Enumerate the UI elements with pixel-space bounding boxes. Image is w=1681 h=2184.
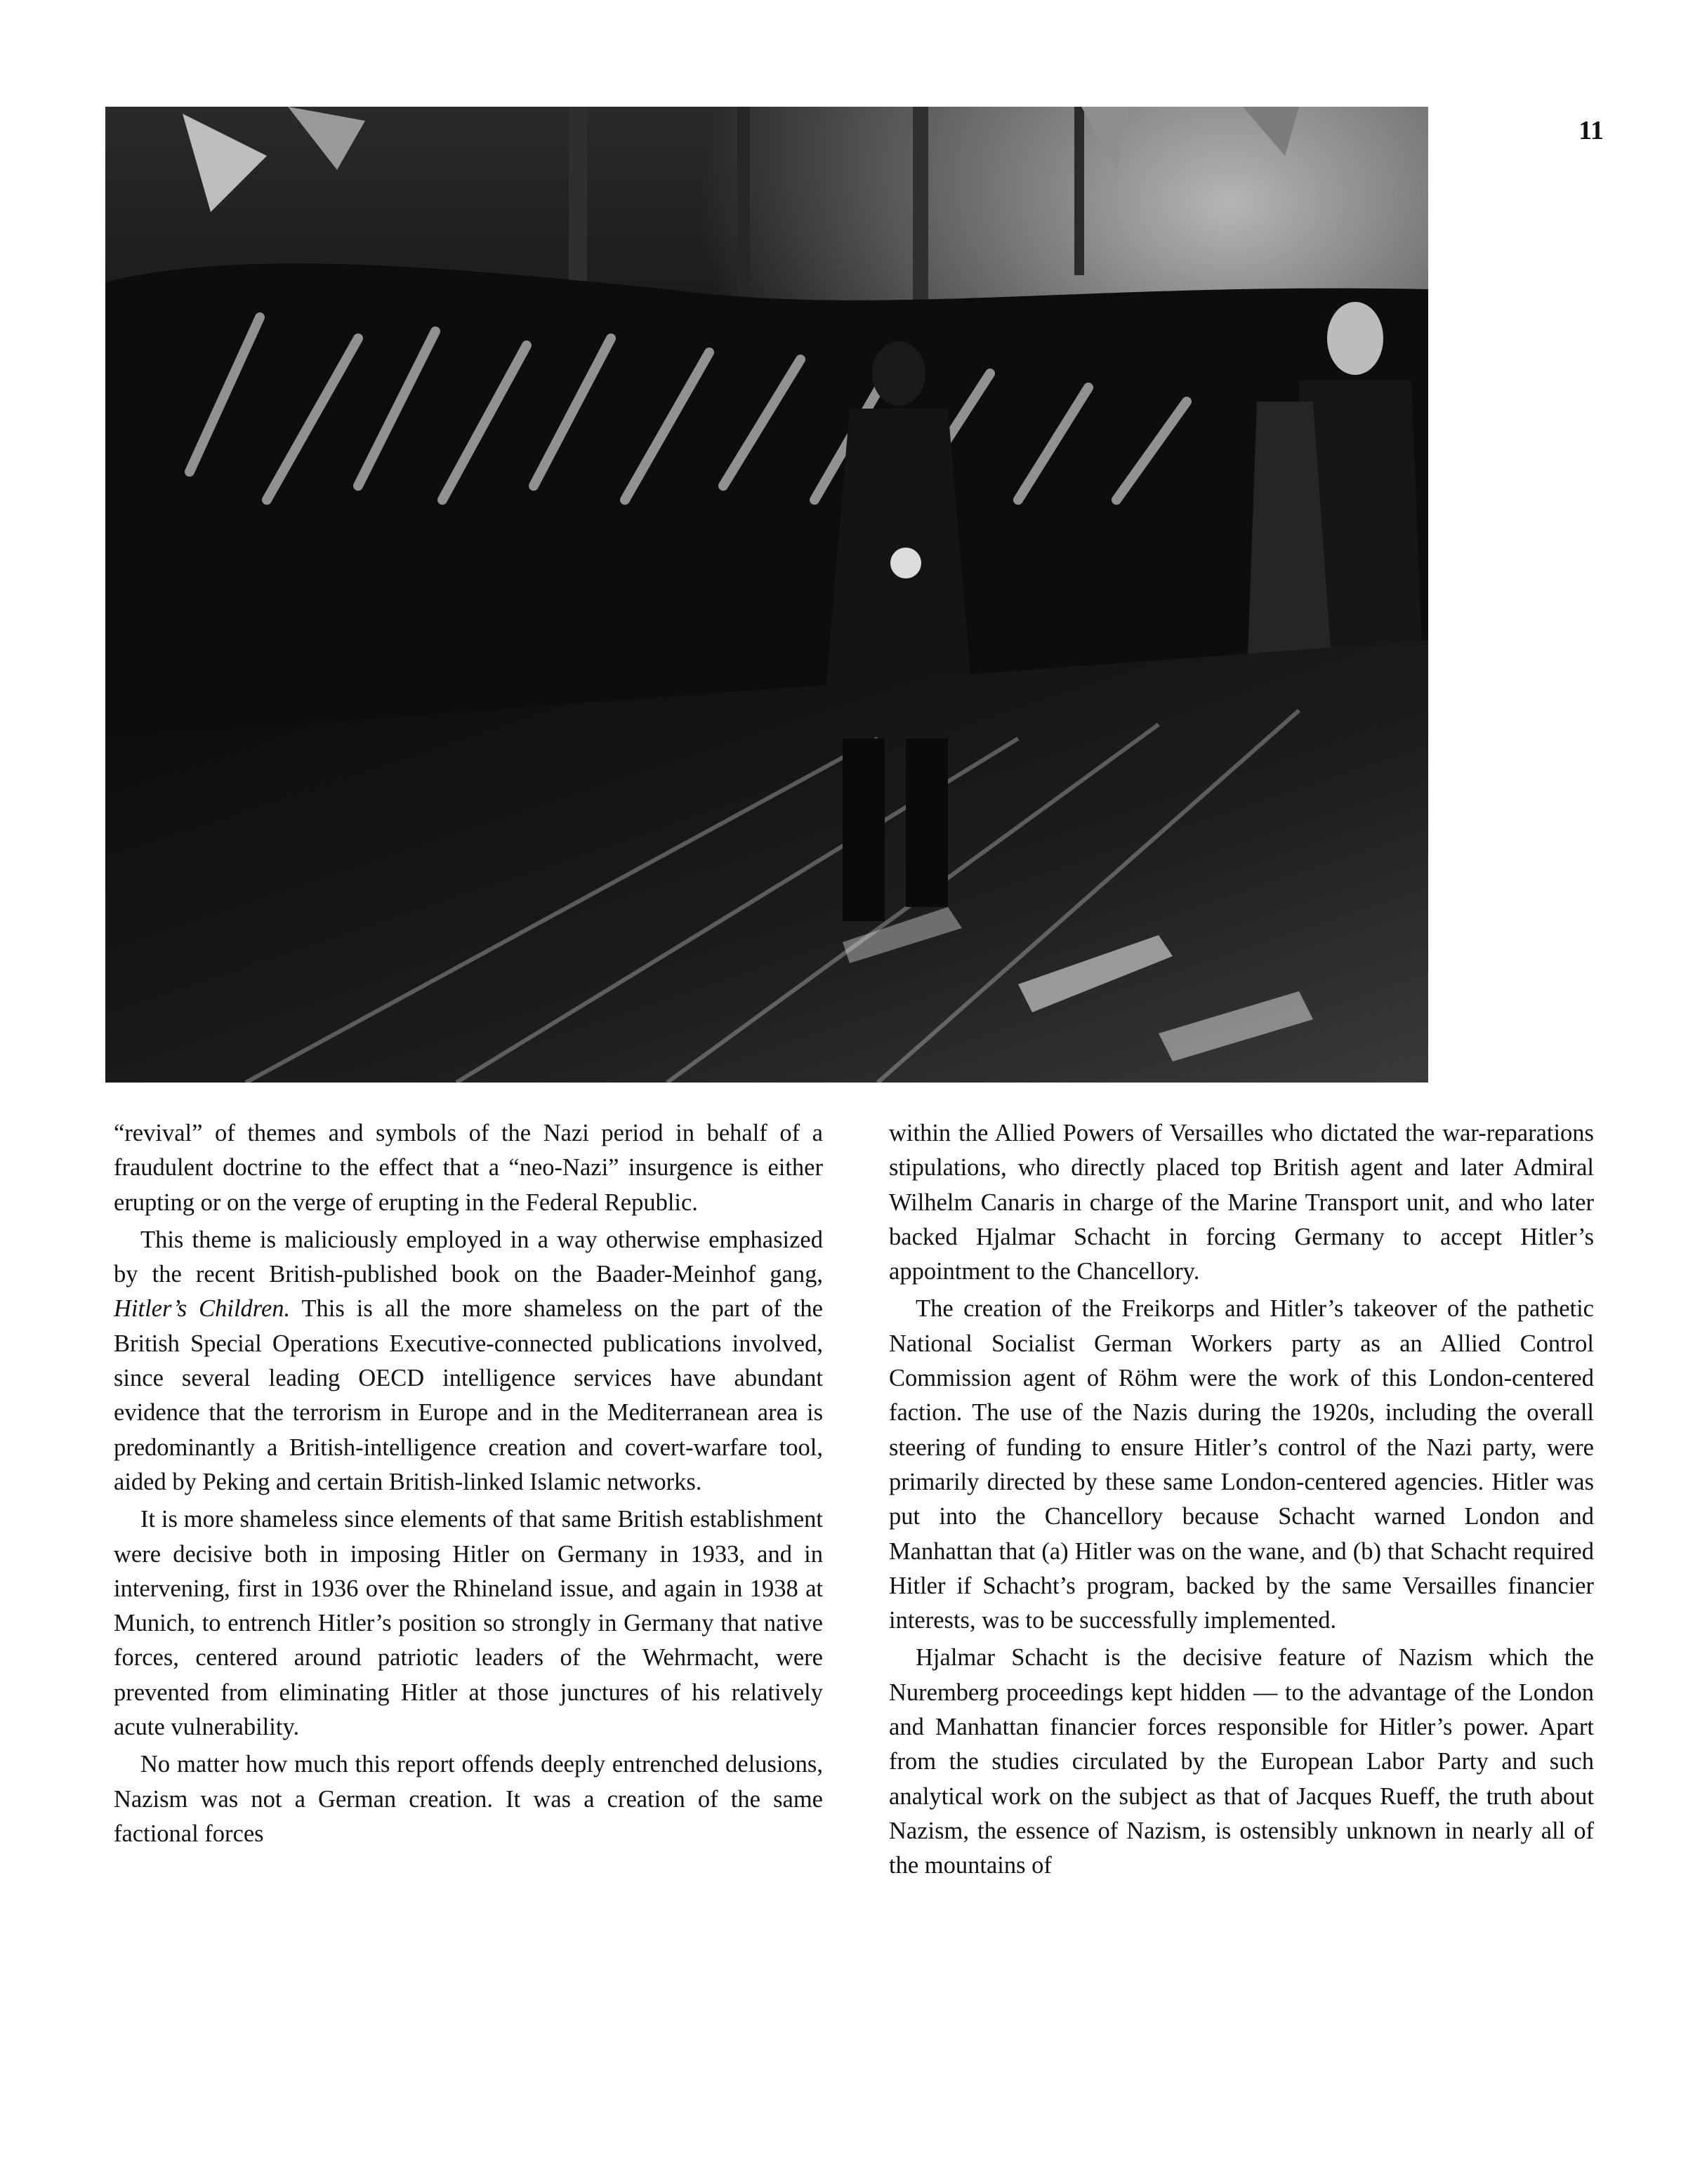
left-paragraph-4: No matter how much this report offends deeply entrenched delusions, Nazism was not a German creation. It was a creation of the same factional forces	[114, 1751, 823, 1847]
page-number: 11	[1578, 116, 1604, 145]
right-paragraph-3: Hjalmar Schacht is the decisive feature of Nazism which the Nuremberg proceedings kept hidden — to the advantage of the London and Manhattan financier forces responsible for Hitler’s power. Apart from the studies circulated by the European Labor Party and such analytical work on the subject as that of Jacques Rueff, the truth about Nazism, the essence of Nazism, is ostensibly unknown in nearly all of the mountains of	[889, 1644, 1594, 1879]
left-paragraph-2-after: This is all the more shameless on the part of the British Special Operations Executive-connected publications involved, since several leading OECD intelligence services have abundant evidence that the terrorism in Europe and in the Mediterranean area is predominantly a British-intelligence creation and covert-warfare tool, aided by Peking and certain British-linked Islamic networks.	[114, 1295, 823, 1495]
left-paragraph-3: It is more shameless since elements of that same British establishment were decisive both in imposing Hitler on Germany in 1933, and in intervening, first in 1936 over the Rhineland issue, and again in 1938 at Munich, to entrench Hitler’s position so strongly in Germany that native forces, centered around patriotic leaders of the Wehrmacht, were prevented from eliminating Hitler at those junctures of his relatively acute vulnerability.	[114, 1506, 823, 1741]
left-paragraph-2	[114, 1223, 823, 1500]
right-paragraph-1: within the Allied Powers of Versailles who dictated the war-reparations stipulations, who directly placed top British agent and later Admiral Wilhelm Canaris in charge of the Marine Transport unit, and who later backed Hjalmar Schacht in forcing Germany to accept Hitler’s appointment to the Chancellory.	[889, 1120, 1594, 1285]
left-column	[114, 1116, 823, 1854]
right-column	[889, 1116, 1594, 1886]
book-title: Hitler’s Children.	[114, 1295, 291, 1323]
parade-photo-image	[105, 107, 1428, 1083]
parade-photo	[105, 107, 1428, 1083]
left-paragraph-2-before: This theme is maliciously employed in a way otherwise emphasized by the recent British-published book on the Baader-Meinhof gang,	[114, 1226, 823, 1288]
left-paragraph-1: “revival” of themes and symbols of the Nazi period in behalf of a fraudulent doctrine to the effect that a “neo-Nazi” insurgence is either erupting or on the verge of erupting in the Federal Republic.	[114, 1120, 823, 1216]
right-paragraph-2: The creation of the Freikorps and Hitler’s takeover of the pathetic National Socialist German Workers party as an Allied Control Commission agent of Röhm were the work of this London-centered faction. The use of the Nazis during the 1920s, including the overall steering of funding to ensure Hitler’s control of the Nazi party, were primarily directed by these same London-centered agencies. Hitler was put into the Chancellory because Schacht warned London and Manhattan that (a) Hitler was on the wane, and (b) that Schacht required Hitler if Schacht’s program, backed by the same Versailles financier interests, was to be successfully implemented.	[889, 1295, 1594, 1634]
